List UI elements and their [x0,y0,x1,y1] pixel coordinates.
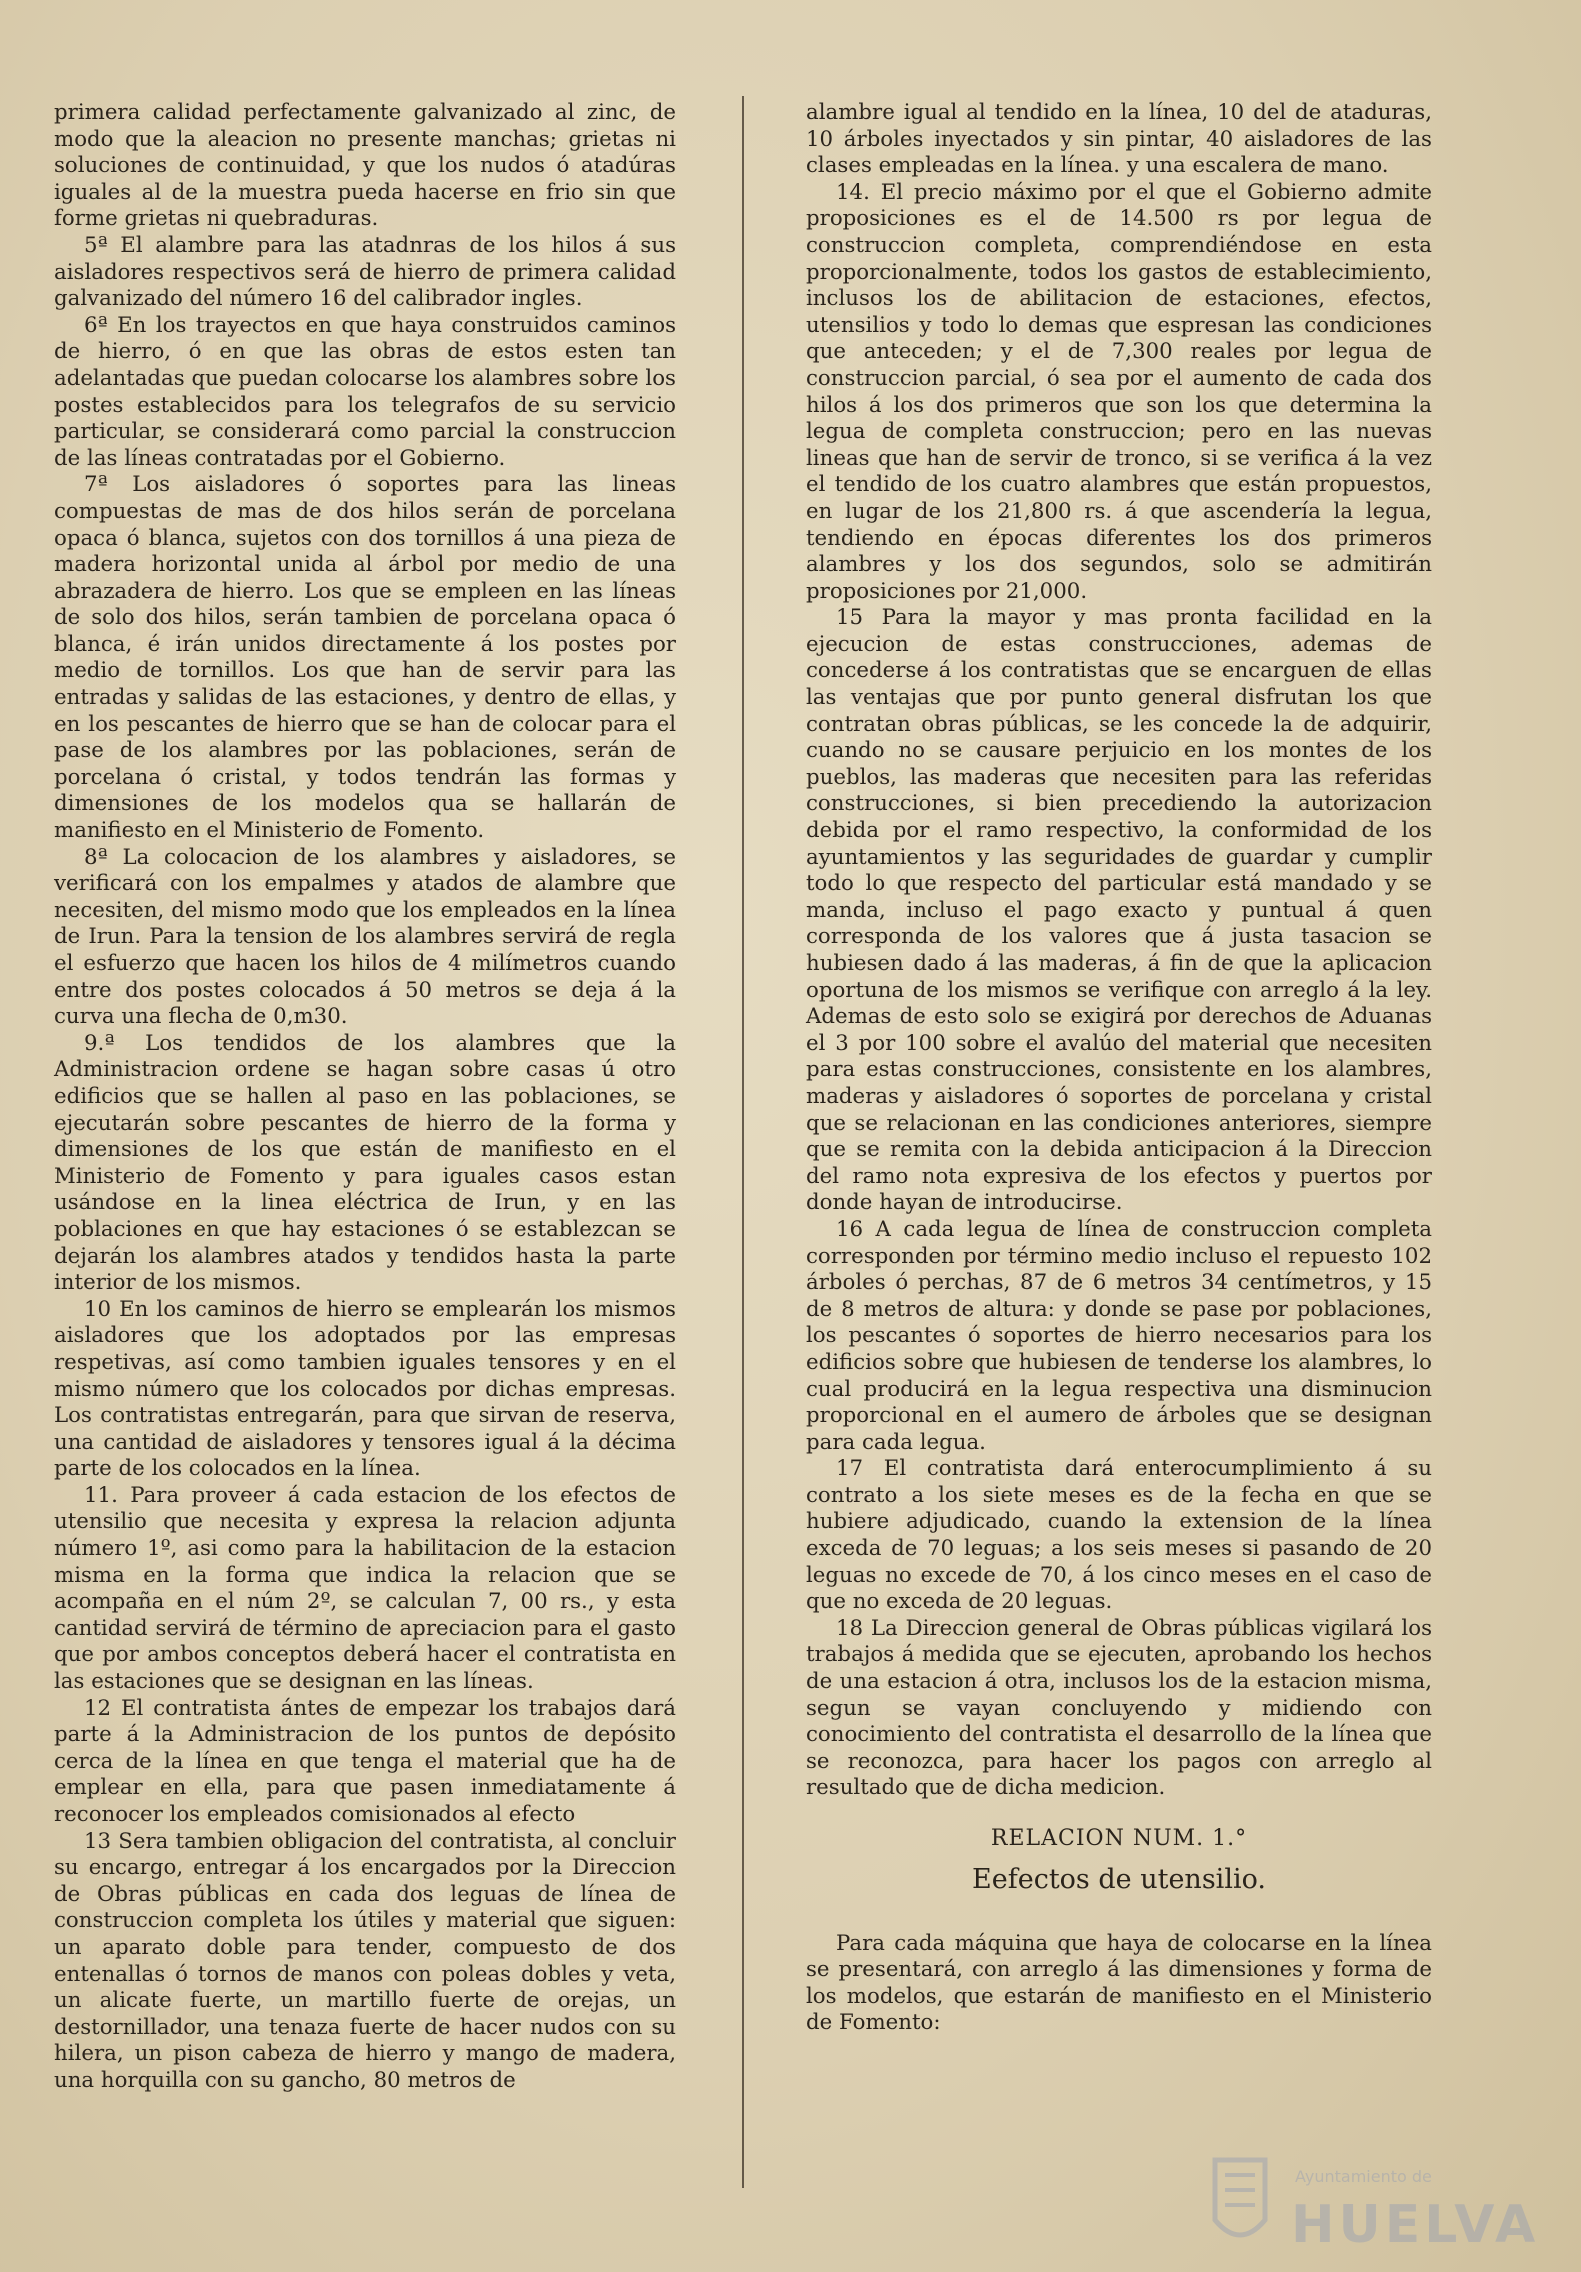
shield-icon [1215,2160,1265,2235]
paragraph: 11. Para proveer á cada estacion de los efectos de utensilio que necesita y expresa la relacion adjunta número 1º, asi como para la habilitacion de la estacion misma en la forma que indica la relacion que se acompaña en el núm 2º, se calculan 7, 00 rs., y esta cantidad servirá de término de apreciacion para el gasto que por ambos conceptos deberá hacer el contratista en las estaciones que se designan en las líneas. [54,1482,676,1695]
paragraph: 15 Para la mayor y mas pronta facilidad en la ejecucion de estas construcciones, ademas de concederse á los contratistas que se encarguen de ellas las ventajas que por punto general disfrutan los que contratan obras públicas, se les concede la de adquirir, cuando no se causare perjuicio en los montes de los pueblos, las maderas que necesiten para las referidas construcciones, si bien precediendo la autorizacion debida por el ramo respectivo, la conformidad de los ayuntamientos y las seguridades de guardar y cumplir todo lo que respecto del particular está mandado y se manda, incluso el pago exacto y puntual á quen corresponda de los valores que á justa tasacion se hubiesen dado á las maderas, á fin de que la aplicacion oportuna de los mismos se verifique con arreglo á la ley. Ademas de esto solo se exigirá por derechos de Aduanas el 3 por 100 sobre el avalúo del material que necesiten para estas construcciones, consistente en los alambres, maderas y aisladores ó soportes de porcelana y cristal que se relacionan en las condiciones anteriores, siempre que se remita con la debida anticipacion á la Direccion del ramo nota expresiva de los efectos y puertos por donde hayan de introducirse. [806,605,1432,1216]
paragraph: 12 El contratista ántes de empezar los trabajos dará parte á la Administracion de los puntos de depósito cerca de la línea en que tenga el material que ha de emplear en ella, para que pasen inmediatamente á reconocer los empleados comisionados al efecto [54,1695,676,1827]
paragraph: 13 Sera tambien obligacion del contratista, al concluir su encargo, entregar á los encargados por la Direccion de Obras públicas en cada dos leguas de línea de construccion completa los útiles y material que siguen: un aparato doble para tender, compuesto de dos entenallas ó tornos de manos con poleas dobles y veta, un alicate fuerte, un martillo fuerte de orejas, un destornillador, una tenaza fuerte de hacer nudos con su hilera, un pison cabeza de hierro y mango de madera, una horquilla con su gancho, 80 metros de [54,1828,676,2093]
paragraph: 17 El contratista dará enterocumplimiento á su contrato a los siete meses es de la fecha en que se hubiere adjudicado, cuando la extension de la línea exceda de 70 leguas; a los seis meses si pasando de 20 leguas no excede de 70, á los cinco meses en el caso de que no exceda de 20 leguas. [806,1456,1432,1615]
relation-heading: RELACION NUM. 1.° [990,1826,1248,1851]
paragraph: 9.ª Los tendidos de los alambres que la Administracion ordene se hagan sobre casas ú otro edificios que se hallen al paso en las poblaciones, se ejecutarán sobre pescantes de hierro de la forma y dimensiones de los que están de manifiesto en el Ministerio de Fomento y para iguales casos estan usándose en la linea eléctrica de Irun, y en las poblaciones en que hay estaciones ó se establezcan se dejarán los alambres atados y tendidos hasta la parte interior de los mismos. [54,1030,676,1296]
huelva-watermark-logo [1195,2120,1555,2270]
column-divider [742,96,744,2188]
paragraph: 5ª El alambre para las atadnras de los hilos á sus aisladores respectivos será de hierro de primera calidad galvanizado del número 16 del calibrador ingles. [54,232,676,312]
paragraph: 10 En los caminos de hierro se emplearán los mismos aisladores que los adoptados por las empresas respetivas, así como tambien iguales tensores y en el mismo número que los colocados por dichas empresas. Los contratistas entregarán, para que sirvan de reserva, una cantidad de aisladores y tensores igual á la décima parte de los colocados en la línea. [54,1296,676,1482]
paragraph: 18 La Direccion general de Obras públicas vigilará los trabajos á medida que se ejecuten, aprobando los hechos de una estacion á otra, inclusos los de la estacion misma, segun se vayan concluyendo y midiendo con conocimiento del contratista el desarrollo de la línea que se reconozca, para hacer los pagos con arreglo al resultado que de dicha medicion. [806,1615,1432,1801]
paragraph: 6ª En los trayectos en que haya construidos caminos de hierro, ó en que las obras de estos esten tan adelantadas que puedan colocarse los alambres sobre los postes establecidos para los telegrafos de su servicio particular, se considerará como parcial la construccion de las líneas contratadas por el Gobierno. [54,312,676,471]
paragraph: alambre igual al tendido en la línea, 10 del de ataduras, 10 árboles inyectados y sin pintar, 40 aisladores de las clases empleadas en la línea. y una escalera de mano. [806,100,1432,179]
relation-text: Para cada máquina que haya de colocarse en la línea se presentará, con arreglo á las dimensiones y forma de los modelos, que estarán de manifiesto en el Ministerio de Fomento: [806,1930,1432,2036]
watermark-main-text: HUELVA [1291,2195,1540,2255]
watermark-top-text: Ayuntamiento de [1295,2167,1432,2186]
paragraph: 8ª La colocacion de los alambres y aisladores, se verificará con los empalmes y atados de alambre que necesiten, del mismo modo que los empleados en la línea de Irun. Para la tension de los alambres servirá de regla el esfuerzo que hacen los hilos de 4 milímetros cuando entre dos postes colocados á 50 metros se deja á la curva una flecha de 0,m30. [54,844,676,1030]
paragraph: 7ª Los aisladores ó soportes para las lineas compuestas de mas de dos hilos serán de porcelana opaca ó blanca, sujetos con dos tornillos á una pieza de madera horizontal unida al árbol por medio de una abrazadera de hierro. Los que se empleen en las líneas de solo dos hilos, serán tambien de porcelana opaca ó blanca, é irán unidos directamente á los postes por medio de tornillos. Los que han de servir para las entradas y salidas de las estaciones, y dentro de ellas, y en los pescantes de hierro que se han de colocar para el pase de los alambres por las poblaciones, serán de porcelana ó cristal, y todos tendrán las formas y dimensiones de los modelos qua se hallarán de manifiesto en el Ministerio de Fomento. [54,472,676,844]
right-column [806,100,1432,2037]
paragraph: 16 A cada legua de línea de construccion completa corresponden por término medio incluso el repuesto 102 árboles ó perchas, 87 de 6 metros 34 centímetros, y 15 de 8 metros de altura: y donde se pase por poblaciones, los pescantes ó soportes de hierro necesarios para los edificios sobre que hubiesen de tenderse los alambres, lo cual producirá en la legua respectiva una disminucion proporcional en el aumero de árboles que se designan para cada legua. [806,1216,1432,1455]
left-column [54,100,676,2095]
paragraph: primera calidad perfectamente galvanizado al zinc, de modo que la aleacion no presente manchas; grietas ni soluciones de continuidad, y que los nudos ó atadúras iguales al de la muestra pueda hacerse en frio sin que forme grietas ni quebraduras. [54,100,676,232]
relation-subheading: Eefectos de utensilio. [972,1863,1266,1895]
paragraph: 14. El precio máximo por el que el Gobierno admite proposiciones es el de 14.500 rs por legua de construccion completa, comprendiéndose en esta proporcionalmente, todos los gastos de establecimiento, inclusos los de abilitacion de estaciones, efectos, utensilios y todo lo demas que espresan las condiciones que anteceden; y el de 7,300 reales por legua de construccion parcial, ó sea por el aumento de cada dos hilos á los dos primeros que son los que determina la legua de completa construccion; pero en las nuevas lineas que han de servir de tronco, si se verifica á la vez el tendido de los cuatro alambres que están propuestos, en lugar de los 21,800 rs. á que ascendería la legua, tendiendo en épocas diferentes los dos primeros alambres y los dos segundos, solo se admitirán proposiciones por 21,000. [806,179,1432,604]
